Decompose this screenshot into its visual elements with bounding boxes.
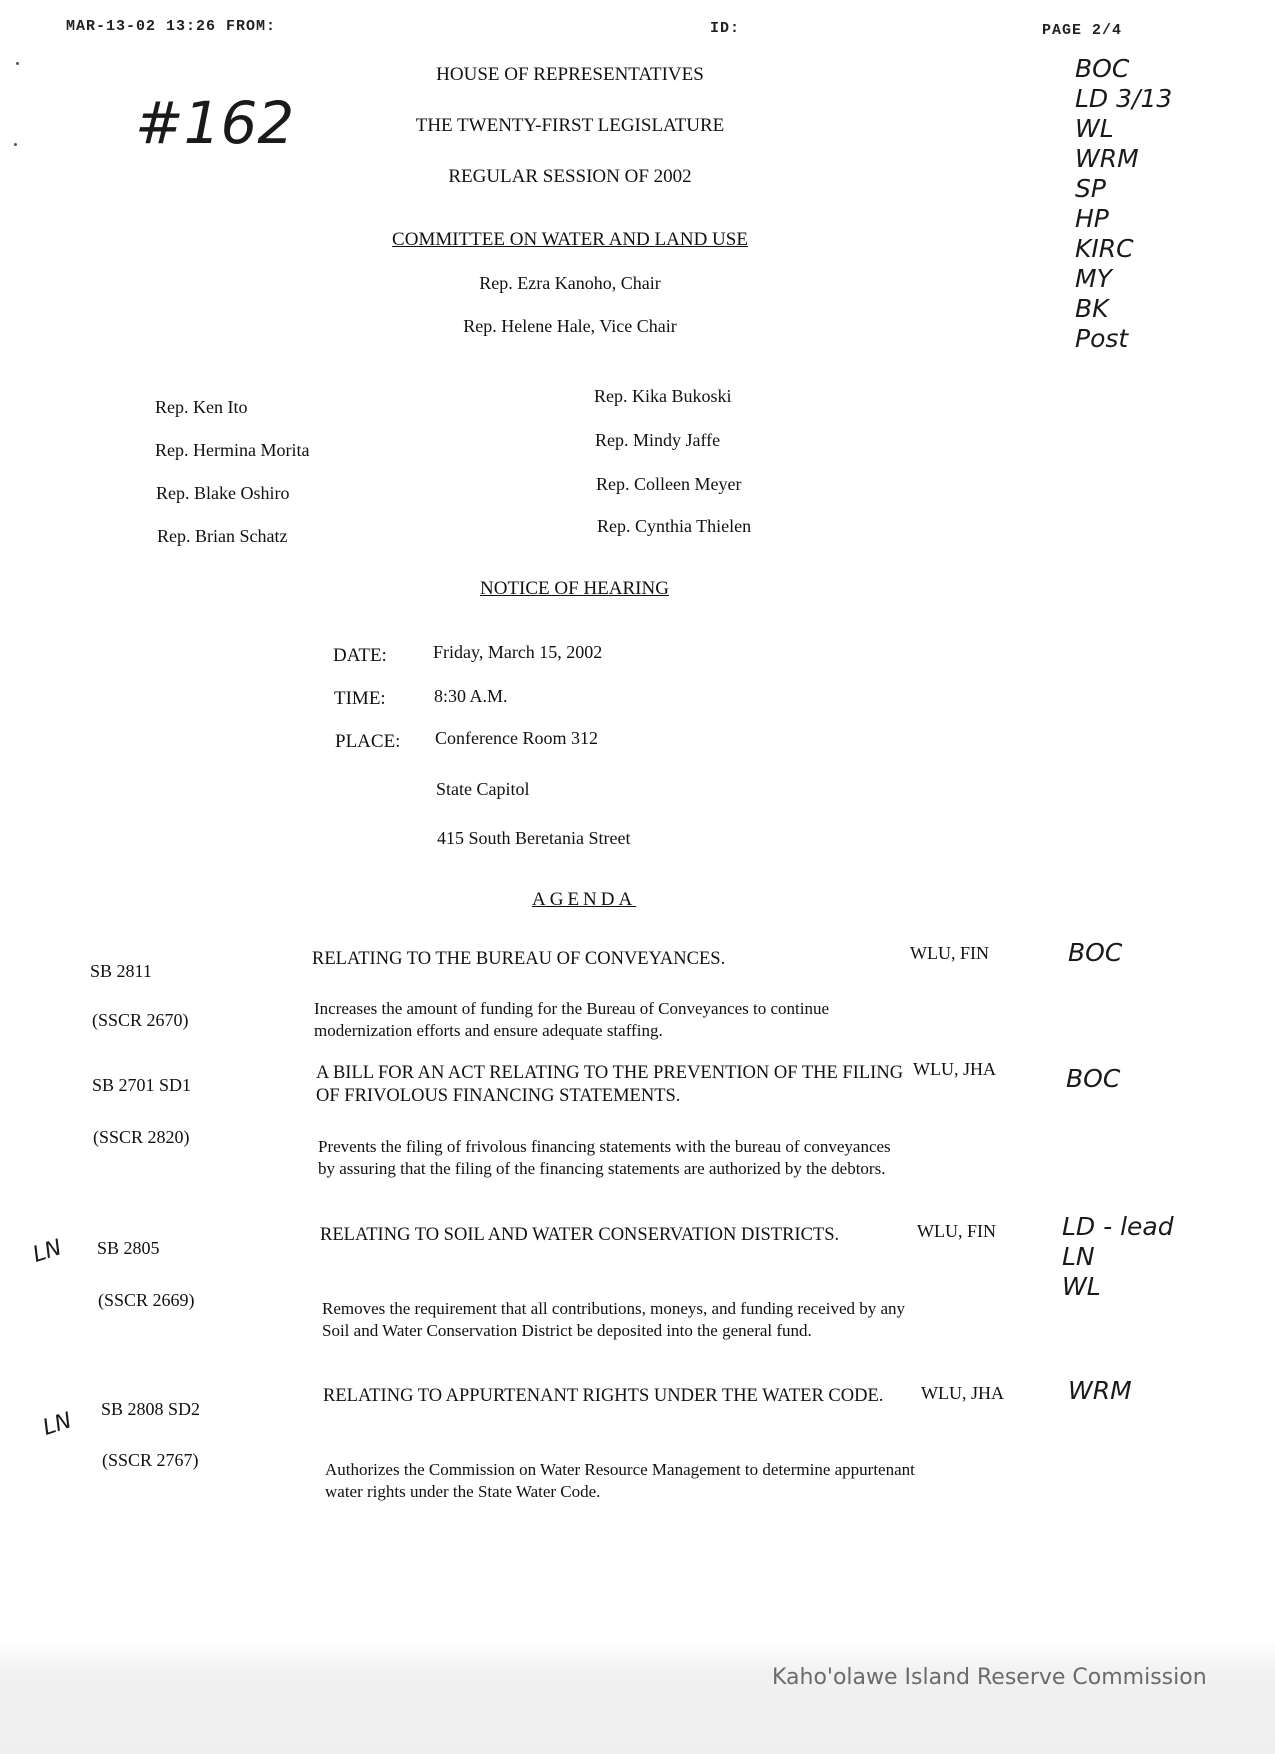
member-name: Rep. Mindy Jaffe (595, 430, 721, 450)
member-name: Rep. Colleen Meyer (596, 474, 742, 494)
time-label: TIME: (334, 688, 386, 709)
bill-description: Prevents the filing of frivolous financing statements with the bureau of conveyances by assuring that the filing of the financing statements are authorized by the debtors. (318, 1137, 891, 1178)
bill-referral: WLU, FIN (910, 943, 989, 963)
handwritten-bill-note-list (1062, 1212, 1222, 1302)
committee-vice-chair: Rep. Helene Hale, Vice Chair (463, 316, 677, 336)
committee-report-number: (SSCR 2669) (98, 1290, 195, 1310)
archive-credit: Kaho'olawe Island Reserve Commission (772, 1665, 1207, 1690)
routing-entry: BOC (1075, 54, 1130, 83)
member-name: Rep. Kika Bukoski (594, 386, 732, 406)
bill-title: RELATING TO THE BUREAU OF CONVEYANCES. (312, 949, 726, 969)
scan-bottom-band (0, 1640, 1275, 1754)
legislature-title: THE TWENTY-FIRST LEGISLATURE (415, 115, 725, 136)
member-name: Rep. Hermina Morita (155, 440, 310, 460)
agenda-title: AGENDA (532, 889, 637, 910)
bill-referral: WLU, JHA (921, 1383, 1004, 1403)
bill-title: RELATING TO SOIL AND WATER CONSERVATION DISTRICTS. (320, 1225, 840, 1245)
bill-title: A BILL FOR AN ACT RELATING TO THE PREVENTION OF THE FILING OF FRIVOLOUS FINANCING STATEMENTS. (316, 1063, 904, 1106)
hearing-building: State Capitol (436, 779, 530, 799)
bill-number: SB 2701 SD1 (92, 1075, 192, 1095)
hearing-time: 8:30 A.M. (434, 686, 508, 706)
routing-entry: KIRC (1075, 234, 1134, 263)
routing-entry: LD 3/13 (1075, 84, 1173, 113)
handwritten-margin-note: LN (29, 1235, 65, 1268)
committee-title: COMMITTEE ON WATER AND LAND USE (392, 229, 748, 250)
date-label: DATE: (333, 645, 387, 666)
bill-number: SB 2808 SD2 (101, 1399, 201, 1419)
member-name: Rep. Brian Schatz (157, 526, 288, 546)
bill-title: RELATING TO APPURTENANT RIGHTS UNDER THE WATER CODE. (323, 1386, 884, 1406)
routing-entry: SP (1075, 174, 1106, 203)
hearing-room: Conference Room 312 (435, 728, 598, 748)
place-label: PLACE: (335, 731, 401, 752)
committee-report-number: (SSCR 2820) (93, 1127, 190, 1147)
fax-header-page: PAGE 2/4 (1042, 22, 1123, 39)
routing-entry: Post (1075, 324, 1129, 353)
committee-report-number: (SSCR 2767) (102, 1450, 199, 1470)
member-name: Rep. Ken Ito (155, 397, 248, 417)
handwritten-bill-note: WRM (1068, 1376, 1132, 1405)
handwritten-bill-note: LN (1062, 1242, 1095, 1271)
notice-title: NOTICE OF HEARING (480, 578, 669, 599)
scan-speck (14, 143, 17, 146)
bill-description: Authorizes the Commission on Water Resource Management to determine appurtenant water rights under the State Water Code. (325, 1460, 915, 1501)
routing-entry: BK (1075, 294, 1109, 323)
handwritten-bill-note: BOC (1066, 1064, 1121, 1093)
routing-entry: WL (1075, 114, 1114, 143)
bill-description: Increases the amount of funding for the Bureau of Conveyances to continue modernization efforts and ensure adequate staffing. (314, 999, 830, 1040)
routing-entry: HP (1075, 204, 1109, 233)
chamber-title: HOUSE OF REPRESENTATIVES (436, 64, 704, 85)
hearing-date: Friday, March 15, 2002 (433, 642, 603, 662)
bill-number: SB 2811 (90, 961, 152, 981)
member-name: Rep. Blake Oshiro (156, 483, 290, 503)
fax-header-sender: MAR-13-02 13:26 FROM: (66, 18, 277, 35)
handwritten-bill-note: BOC (1068, 938, 1123, 967)
hearing-address: 415 South Beretania Street (437, 828, 631, 848)
bill-referral: WLU, JHA (913, 1059, 996, 1079)
handwritten-margin-note: LN (39, 1408, 75, 1441)
committee-chair: Rep. Ezra Kanoho, Chair (479, 273, 661, 293)
handwritten-routing-list (1075, 54, 1195, 354)
session-title: REGULAR SESSION OF 2002 (448, 166, 692, 187)
handwritten-bill-note: LD - lead (1062, 1212, 1174, 1241)
handwritten-doc-number: #162 (135, 89, 295, 157)
member-name: Rep. Cynthia Thielen (597, 516, 752, 536)
committee-report-number: (SSCR 2670) (92, 1010, 189, 1030)
bill-description: Removes the requirement that all contributions, moneys, and funding received by any Soil and Water Conservation District be deposited into the general fund. (322, 1299, 906, 1340)
routing-entry: WRM (1075, 144, 1139, 173)
bill-referral: WLU, FIN (917, 1221, 996, 1241)
handwritten-bill-note: WL (1062, 1272, 1101, 1301)
bill-number: SB 2805 (97, 1238, 160, 1258)
routing-entry: MY (1075, 264, 1112, 293)
fax-header-id: ID: (710, 20, 741, 37)
